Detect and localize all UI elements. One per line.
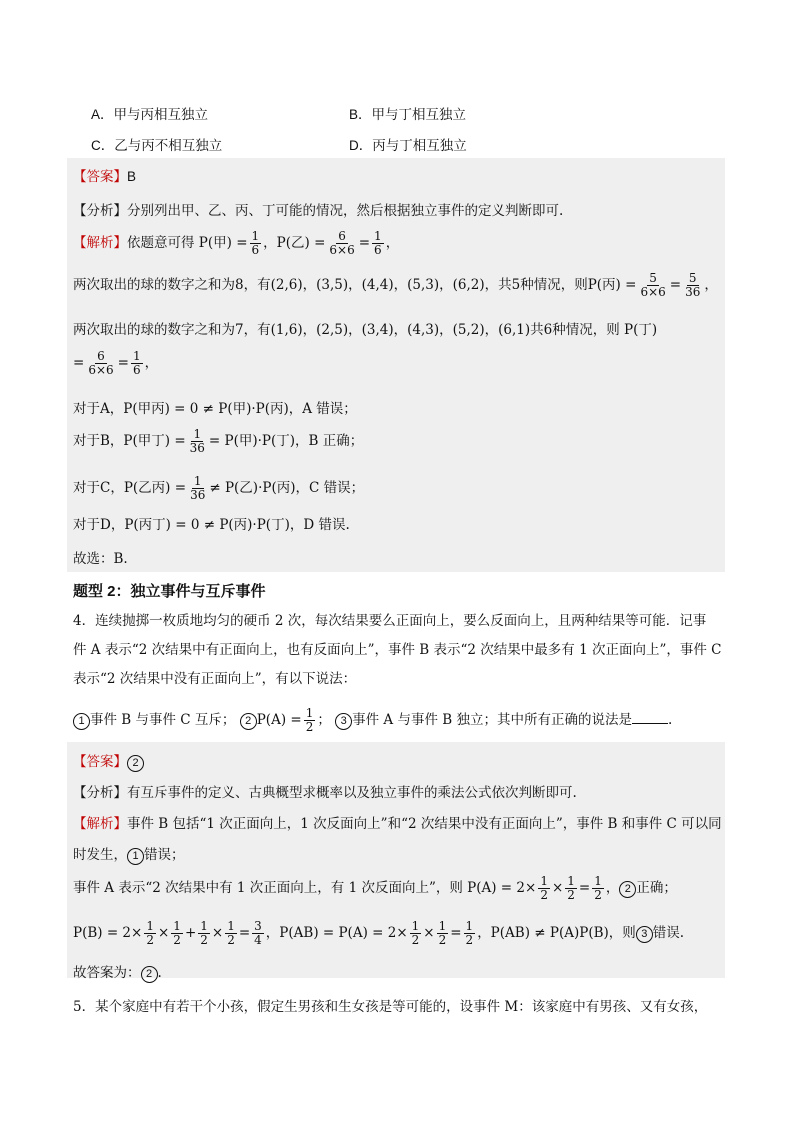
q3-case-d: 对于D，P(丙丁) = 0 ≠ P(丙)·P(丁)，D 错误. bbox=[73, 517, 350, 533]
q4-text: 4．连续抛掷一枚质地均匀的硬币 2 次，每次结果要么正面向上，要么反面向上，且两种结果等可能．记事 件 A 表示“2 次结果中有正面向上，也有反面向上”，事件 B 表示“2 次结果中最多有 1 次正面向上”，事件 C 表示“2 次结果中没有正面向上”，有以下说法： bbox=[73, 613, 722, 687]
circle-number-1: 1 bbox=[73, 713, 90, 730]
q4-answer: 【答案】 2 bbox=[73, 750, 144, 772]
q5-text: 5．某个家庭中有若干个小孩，假定生男孩和生女孩是等可能的，设事件 M：该家庭中有男孩、又有女孩， bbox=[73, 999, 708, 1015]
q3-solution-line3: 两次取出的球的数字之和为7，有(1,6)，(2,5)，(3,4)，(4,3)，(5,2)，(6,1)共6种情况，则 P(丁) bbox=[73, 322, 658, 338]
q4-solution-line1: 【解析】事件 B 包括“1 次正面向上，1 次反面向上”和“2 次结果中没有正面向上”，事件 B 和事件 C 可以同 bbox=[73, 816, 722, 832]
q3-case-a: 对于A，P(甲丙) = 0 ≠ P(甲)·P(丙)，A 错误； bbox=[73, 401, 357, 417]
circle-number-2: 2 bbox=[240, 713, 257, 730]
q3-case-c: 对于C，P(乙丙) = $\frac{1}{36}$ ≠ P(乙)·P(丙)，C 错误； bbox=[73, 474, 365, 502]
q4-analysis: 【分析】有互斥事件的定义、古典概型求概率以及独立事件的乘法公式依次判断即可. bbox=[73, 785, 577, 801]
q3-solution-box bbox=[67, 158, 725, 572]
q4-statements: 1 事件 B 与事件 C 互斥； 2 P(A) = $\frac{1}{2}$ ； 3 事件 A 与事件 B 独立；其中所有正确的说法是 . bbox=[73, 707, 672, 734]
q3-solution-line2: 两次取出的球的数字之和为8，有(2,6)，(3,5)，(4,4)，(5,3)，(6,2)，共5种情况，则P(丙) = $\frac{5}{6\times 6}$ = $\frac{5}{36}$ ， bbox=[73, 271, 718, 299]
q4-solution-line4: P(B) = 2× $\frac{1}{2}$ × $\frac{1}{2}$ + $\frac{1}{2}$ × $\frac{1}{2}$ = $\frac{3}{4}$ ，P(AB) = P(A) = 2× $\frac{1}{2}$ × $\frac{1}{2}$ = $\frac{1}{2}$ ，P(AB) ≠ P(A)P(B)，则 3 错误. bbox=[73, 919, 685, 947]
q3-conclusion: 故选：B. bbox=[73, 551, 128, 567]
q3-solution-line1: 【解析】依题意可得 P(甲) = $\frac{1}{6}$ ，P(乙) = $\frac{6}{6\times 6}$ = $\frac{1}{6}$ ， bbox=[73, 229, 400, 257]
section-heading: 题型 2：独立事件与互斥事件 bbox=[73, 583, 266, 600]
q4-solution-line3: 事件 A 表示“2 次结果中有 1 次正面向上，有 1 次反面向上”，则 P(A) = 2× $\frac{1}{2}$ × $\frac{1}{2}$ = $\frac{1}{2}$ ， 2 正确； bbox=[73, 874, 677, 902]
option-b: B．甲与丁相互独立 bbox=[349, 107, 467, 122]
q3-analysis: 【分析】分别列出甲、乙、丙、丁可能的情况，然后根据独立事件的定义判断即可. bbox=[73, 203, 564, 219]
circle-number-3: 3 bbox=[335, 713, 352, 730]
q4-conclusion: 故答案为： 2 . bbox=[73, 965, 162, 981]
q3-answer: 【答案】B bbox=[73, 169, 137, 184]
option-d: D．丙与丁相互独立 bbox=[349, 138, 467, 153]
q3-case-b: 对于B，P(甲丁) = $\frac{1}{36}$ = P(甲)·P(丁)，B 正确； bbox=[73, 427, 364, 455]
q3-solution-line4: = $\frac{6}{6\times 6}$ = $\frac{1}{6}$ ， bbox=[73, 349, 159, 377]
answer-blank bbox=[632, 709, 668, 724]
option-c: C．乙与丙不相互独立 bbox=[91, 138, 223, 153]
q4-solution-line2: 时发生， 1 错误； bbox=[73, 847, 185, 863]
option-a: A．甲与丙相互独立 bbox=[91, 107, 209, 122]
